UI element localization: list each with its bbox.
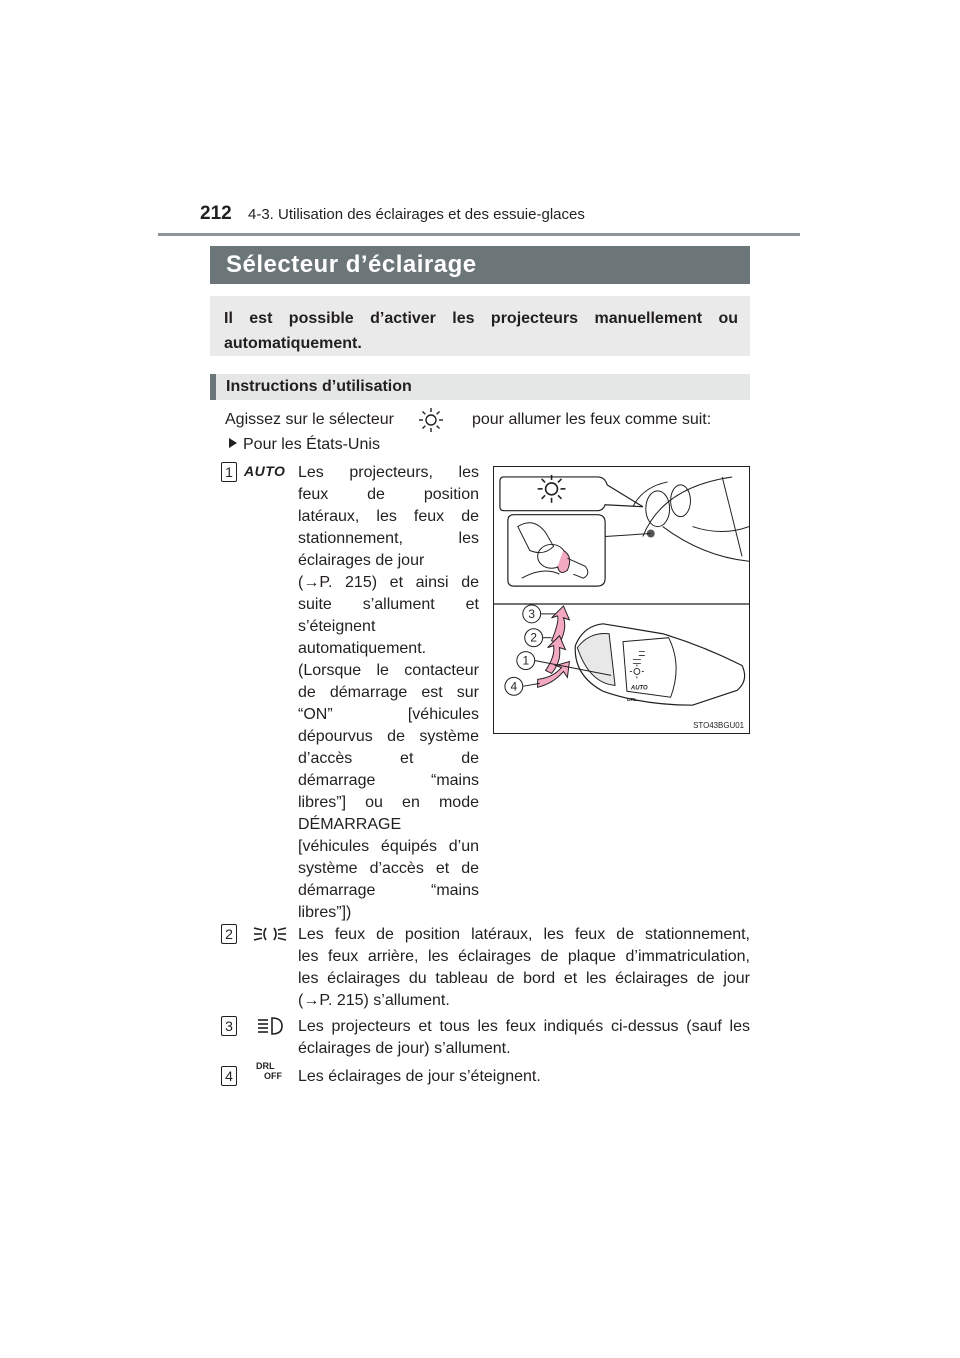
intro-box <box>210 296 750 356</box>
item-4-line: Les éclairages de jour s’éteignent. <box>298 1068 541 1085</box>
callout-3: 3 <box>528 606 536 621</box>
item-3-text <box>298 1016 750 1060</box>
item-number-3: 3 <box>221 1016 237 1036</box>
drl-off-icon-bottom: OFF <box>264 1071 282 1081</box>
item-3-line: Les projecteurs et tous les feux indiqués ci-dessus (sauf les <box>298 1018 750 1035</box>
item-1-line: Les projecteurs, les <box>298 464 479 481</box>
item-1-line: s’éteignent <box>298 618 376 635</box>
intro-line-2: automatiquement. <box>224 335 362 352</box>
item-1-line: éclairages de jour <box>298 552 425 569</box>
item-1-line: suite s’allument et <box>298 596 479 613</box>
item-1-line: système d’accès et de <box>298 860 479 877</box>
item-1-line: de démarrage est sur <box>298 684 479 701</box>
headlight-icon <box>252 1014 292 1038</box>
callout-4: 4 <box>510 679 518 694</box>
item-1-line: démarrage “mains <box>298 882 479 899</box>
item-1-line: [véhicules équipés d’un <box>298 838 479 855</box>
item-1-line: feux de position <box>298 486 479 503</box>
item-3-line: éclairages de jour) s’allument. <box>298 1040 511 1057</box>
item-1-line: (→P. 215) et ainsi de <box>298 574 479 591</box>
item-2-line: Les feux de position latéraux, les feux de stationnement, <box>298 926 750 943</box>
parking-lights-icon <box>250 922 290 946</box>
light-switch-figure <box>493 466 750 734</box>
drl-off-icon-top: DRL <box>256 1061 275 1071</box>
item-1-line: (Lorsque le contacteur <box>298 662 479 679</box>
lever-auto-label: AUTO <box>630 685 648 692</box>
item-1-line: automatiquement. <box>298 640 427 657</box>
item-number-2: 2 <box>221 924 237 944</box>
item-1-line: d’accès et de <box>298 750 479 767</box>
callout-1: 1 <box>522 653 530 668</box>
lead-sentence <box>225 409 750 431</box>
item-2-line: les éclairages du tableau de bord et les éclairages de jour <box>298 970 750 987</box>
item-2-line: (→P. 215) s’allument. <box>298 992 450 1009</box>
item-2-text <box>298 924 750 1012</box>
item-1-line: démarrage “mains <box>298 772 479 789</box>
item-number-4: 4 <box>221 1066 237 1086</box>
item-2-line: les feux arrière, les éclairages de plaque d’immatriculation, <box>298 948 750 965</box>
subsection-title: Instructions d’utilisation <box>210 374 750 400</box>
bullet-text: Pour les États-Unis <box>243 436 380 453</box>
auto-icon: AUTO <box>244 463 286 479</box>
item-1-line: dépourvus de système <box>298 728 479 745</box>
callout-2: 2 <box>530 630 538 645</box>
item-1-line: “ON” [véhicules <box>298 706 479 723</box>
item-number-1: 1 <box>221 462 237 482</box>
item-1-line: DÉMARRAGE <box>298 816 402 833</box>
item-1-line: stationnement, les <box>298 530 479 547</box>
item-4-text <box>298 1066 750 1088</box>
section-title: Sélecteur d’éclairage <box>210 246 750 284</box>
drl-off-icon <box>256 1061 286 1081</box>
bullet-triangle-icon <box>229 438 237 448</box>
lead-before: Agissez sur le sélecteur <box>225 411 394 428</box>
header-rule <box>158 233 800 236</box>
lead-after: pour allumer les feux comme suit: <box>471 411 712 428</box>
region-bullet <box>229 434 380 456</box>
intro-line-1: Il est possible d’activer les projecteurs manuellement ou <box>224 310 738 327</box>
figure-code: STO43BGU01 <box>693 720 745 730</box>
light-switch-sun-icon <box>416 405 446 435</box>
page-number: 212 <box>200 203 232 224</box>
item-1-line: libres”] ou en mode <box>298 794 479 811</box>
item-1-line: latéraux, les feux de <box>298 508 479 525</box>
item-1-text <box>298 462 479 924</box>
item-1-line: libres”]) <box>298 904 352 921</box>
lever-drl-label: DRL <box>626 698 638 704</box>
running-title: 4-3. Utilisation des éclairages et des essuie-glaces <box>248 206 585 223</box>
